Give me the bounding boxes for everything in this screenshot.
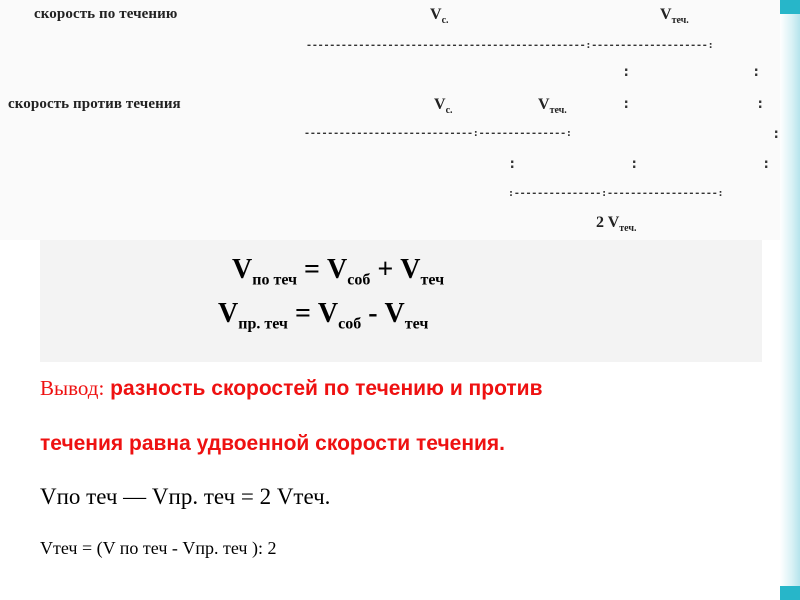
divider-colon: : — [622, 96, 631, 112]
conclusion-lead: Вывод: — [40, 376, 105, 400]
divider-colon: : — [630, 156, 639, 172]
downstream-label: скорость по течению — [34, 6, 178, 22]
divider-colon: : — [762, 156, 771, 172]
conclusion-block — [34, 362, 776, 584]
slide-corner-decoration-bottom — [780, 586, 800, 600]
result-label: 2 $V_{теч.}$ — [596, 214, 637, 235]
segment-line-3: :---------------:-------------------: — [508, 188, 724, 199]
segment-line-2: -----------------------------:---------------: — [304, 128, 572, 139]
divider-colon: : — [756, 96, 765, 112]
v-own-label-1: $V_{c.}$ — [430, 6, 449, 27]
v-flow-label-2: $V_{теч.}$ — [538, 96, 567, 117]
v-flow-label-1: $V_{теч.}$ — [660, 6, 689, 27]
divider-colon: : — [622, 64, 631, 80]
upstream-label: скорость против течения — [8, 96, 181, 112]
v-own-label-2: $V_{c.}$ — [434, 96, 453, 117]
conclusion-equation-2: Vтеч = (V по теч - Vпр. теч ): 2 — [40, 538, 277, 558]
conclusion-text-1: Вывод: разность скоростей по течению и против — [40, 376, 543, 400]
formula-downstream: $V_{по теч} = V_{соб} + V_{теч}$ — [232, 254, 445, 289]
conclusion-equation-1: Vпо теч — Vпр. теч = 2 Vтеч. — [40, 484, 331, 509]
formula-block — [40, 240, 762, 362]
divider-colon: : — [752, 64, 761, 80]
formula-upstream: $V_{пр. теч} = V_{соб} - V_{теч}$ — [218, 298, 429, 333]
speed-diagram — [0, 0, 780, 240]
divider-colon: : — [772, 126, 781, 142]
conclusion-text-2: течения равна удвоенной скорости течения. — [40, 432, 505, 455]
segment-line-1: ------------------------------------------------:--------------------: — [306, 40, 714, 51]
divider-colon: : — [508, 156, 517, 172]
slide-edge-decoration — [780, 0, 800, 600]
